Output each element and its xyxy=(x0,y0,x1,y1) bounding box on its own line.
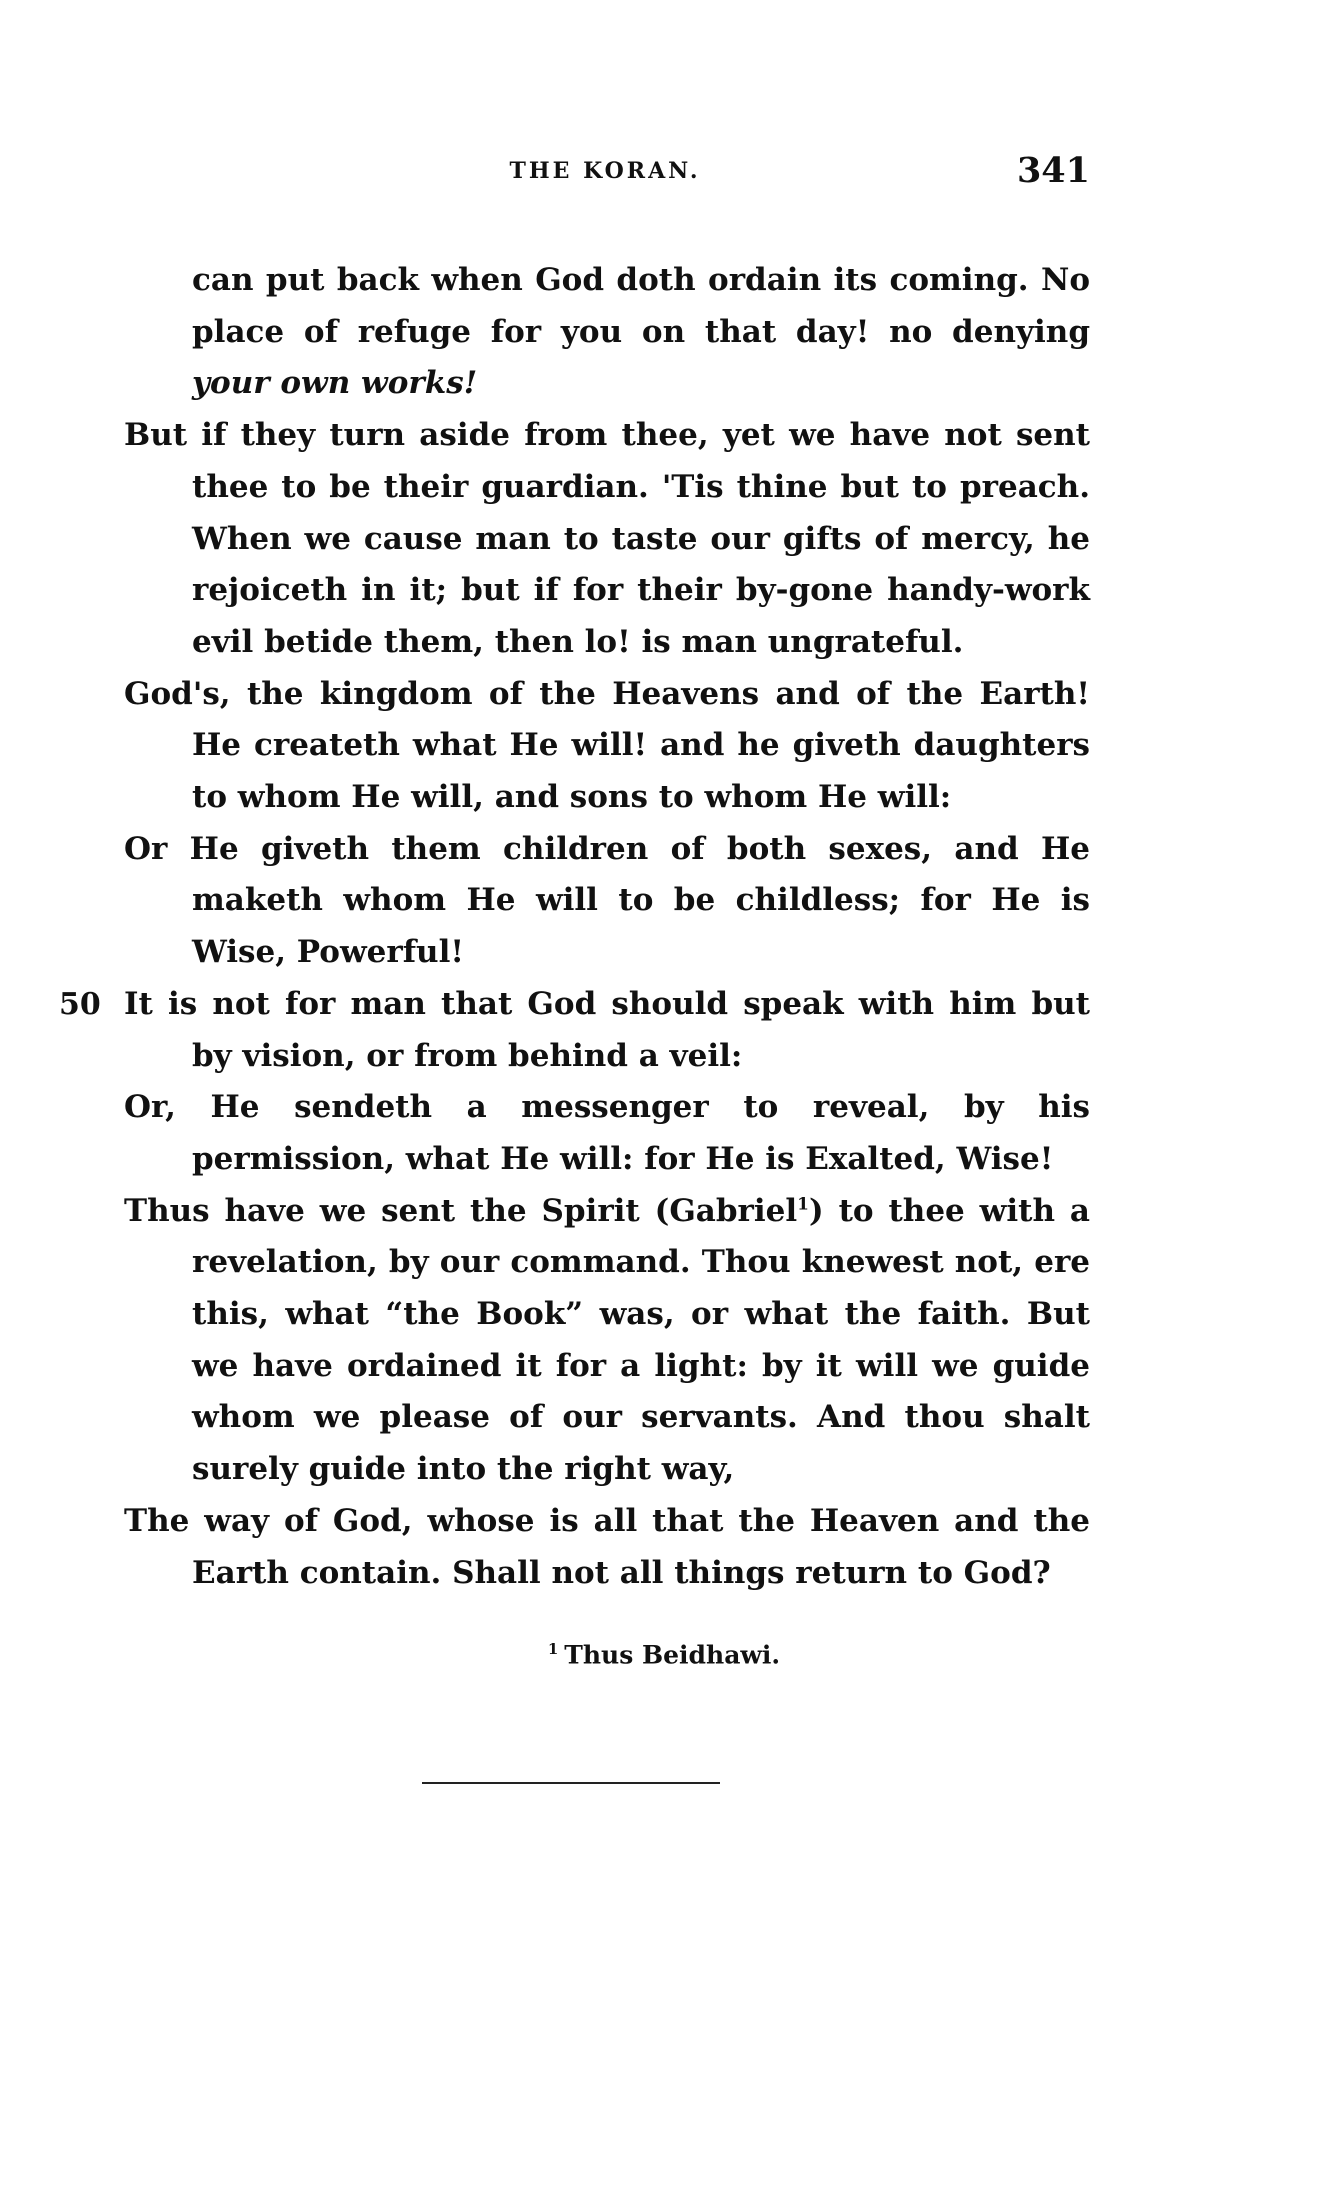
paragraph-text: can put back when God doth ordain its coming. No place of refuge for you on that day! no denying xyxy=(192,262,1090,350)
verse-number: 50 xyxy=(59,986,101,1022)
footnote-text: Thus Beidhawi. xyxy=(564,1640,781,1670)
main-text xyxy=(59,255,1090,1599)
paragraph-verse-50 xyxy=(59,979,1090,1082)
paragraph-text: Or, He sendeth a messenger to reveal, by his permission, what He will: for He is Exalted, Wise! xyxy=(124,1089,1090,1177)
footnote-marker: 1 xyxy=(547,1640,559,1658)
paragraph xyxy=(124,824,1090,979)
running-head xyxy=(120,150,1090,200)
paragraph xyxy=(124,410,1090,669)
footnote xyxy=(0,1640,1328,1669)
running-title: THE KORAN. xyxy=(509,158,701,184)
paragraph-continuation xyxy=(124,255,1090,410)
paragraph xyxy=(124,1082,1090,1185)
italic-text: your own works! xyxy=(192,365,478,402)
paragraph xyxy=(124,1496,1090,1599)
footnote-reference: 1 xyxy=(797,1194,810,1215)
page-number: 341 xyxy=(1016,150,1090,191)
paragraph-text: ) to thee with a revelation, by our command. Thou knewest not, ere this, what “the Book” was, or what the faith. But we have ordained it for a light: by it will we guide whom we please of our servants. And thou shalt surely guide into the right way, xyxy=(192,1192,1090,1488)
paragraph-text: It is not for man that God should speak with him but by vision, or from behind a veil: xyxy=(124,985,1090,1074)
paragraph-text: Or He giveth them children of both sexes, and He maketh whom He will to be childless; for He is Wise, Powerful! xyxy=(124,830,1090,971)
paragraph-text: God's, the kingdom of the Heavens and of the Earth! He createth what He will! and he giveth daughters to whom He will, and sons to whom He will: xyxy=(124,675,1090,816)
paragraph xyxy=(124,1186,1090,1496)
paragraph-text: The way of God, whose is all that the Heaven and the Earth contain. Shall not all things return to God? xyxy=(124,1502,1090,1591)
paragraph-text: But if they turn aside from thee, yet we have not sent thee to be their guardian. 'Tis thine but to preach. When we cause man to taste our gifts of mercy, he rejoiceth in it; but if for their by-gone handy-work evil betide them, then lo! is man ungrateful. xyxy=(124,417,1090,660)
paragraph xyxy=(124,669,1090,824)
horizontal-rule xyxy=(422,1782,720,1784)
paragraph-text: Thus have we sent the Spirit (Gabriel xyxy=(124,1192,798,1229)
